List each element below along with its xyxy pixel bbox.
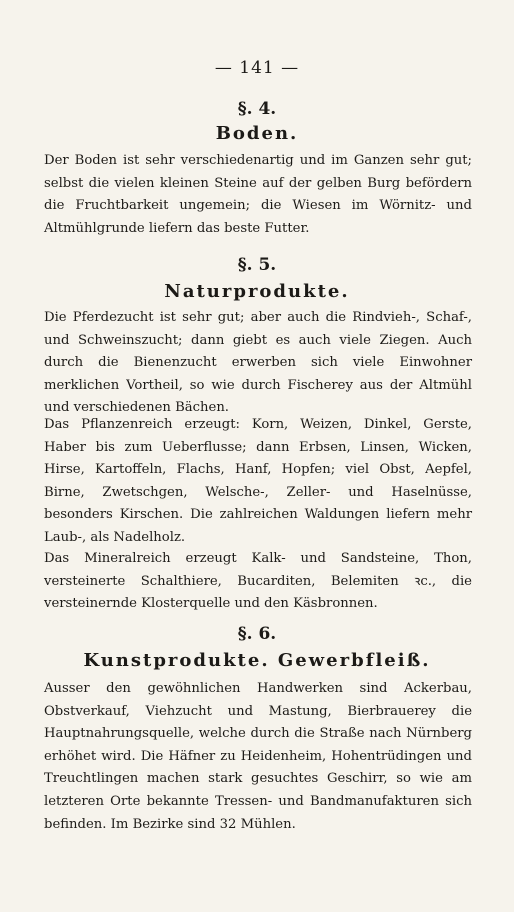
section-5-number: §. 5.: [237, 255, 277, 275]
section-4-number: §. 4.: [237, 99, 277, 119]
section-5-paragraph-minerals: Das Mineralreich erzeugt Kalk- und Sandsteine, Thon, versteinerte Schalthiere, Bucarditen, Belemiten ꝛc., die versteinernde Klosterquelle und den Käsbronnen.: [44, 551, 472, 612]
section-5-title: Naturprodukte.: [164, 281, 350, 302]
page-number-header: — 141 —: [214, 58, 300, 78]
section-6-paragraph: Ausser den gewöhnlichen Handwerken sind Ackerbau, Obstverkauf, Viehzucht und Mastung, Bierbrauerey die Hauptnahrungsquelle, welche durch die Straße nach Nürnberg erhöhet wird. Die Häfner zu Heidenheim, Hohentrüdingen und Treuchtlingen machen stark gesuchtes Geschirr, so wie am letzteren Orte bekannte Tressen- und Bandmanufakturen sich befinden. Im Bezirke sind 32 Mühlen.: [44, 681, 472, 832]
section-6-title: Kunstprodukte. Gewerbfleiß.: [83, 650, 431, 671]
section-6-number: §. 6.: [237, 624, 277, 644]
section-4-paragraph: Der Boden ist sehr verschiedenartig und im Ganzen sehr gut; selbst die vielen kleinen Steine auf der gelben Burg befördern die Fruchtbarkeit ungemein; die Wiesen im Wörnitz- und Altmühlgrunde liefern das beste Futter.: [44, 153, 472, 236]
section-4-title: Boden.: [215, 123, 299, 144]
section-5-paragraph-animals: Die Pferdezucht ist sehr gut; aber auch die Rindvieh-, Schaf-, und Schweinszucht; dann giebt es auch viele Ziegen. Auch durch die Bienenzucht erwerben sich viele Einwohner merklichen Vortheil, so wie durch Fischerey aus der Altmühl und verschiedenen Bächen.: [44, 310, 472, 416]
section-5-paragraph-plants: Das Pflanzenreich erzeugt: Korn, Weizen, Dinkel, Gerste, Haber bis zum Ueberflusse; dann Erbsen, Linsen, Wicken, Hirse, Kartoffeln, Flachs, Hanf, Hopfen; viel Obst, Aepfel, Birne, Zwetschgen, Welsche-, Zeller- und Haselnüsse, besonders Kirschen. Die zahlreichen Waldungen liefern mehr Laub-, als Nadelholz.: [44, 417, 472, 545]
